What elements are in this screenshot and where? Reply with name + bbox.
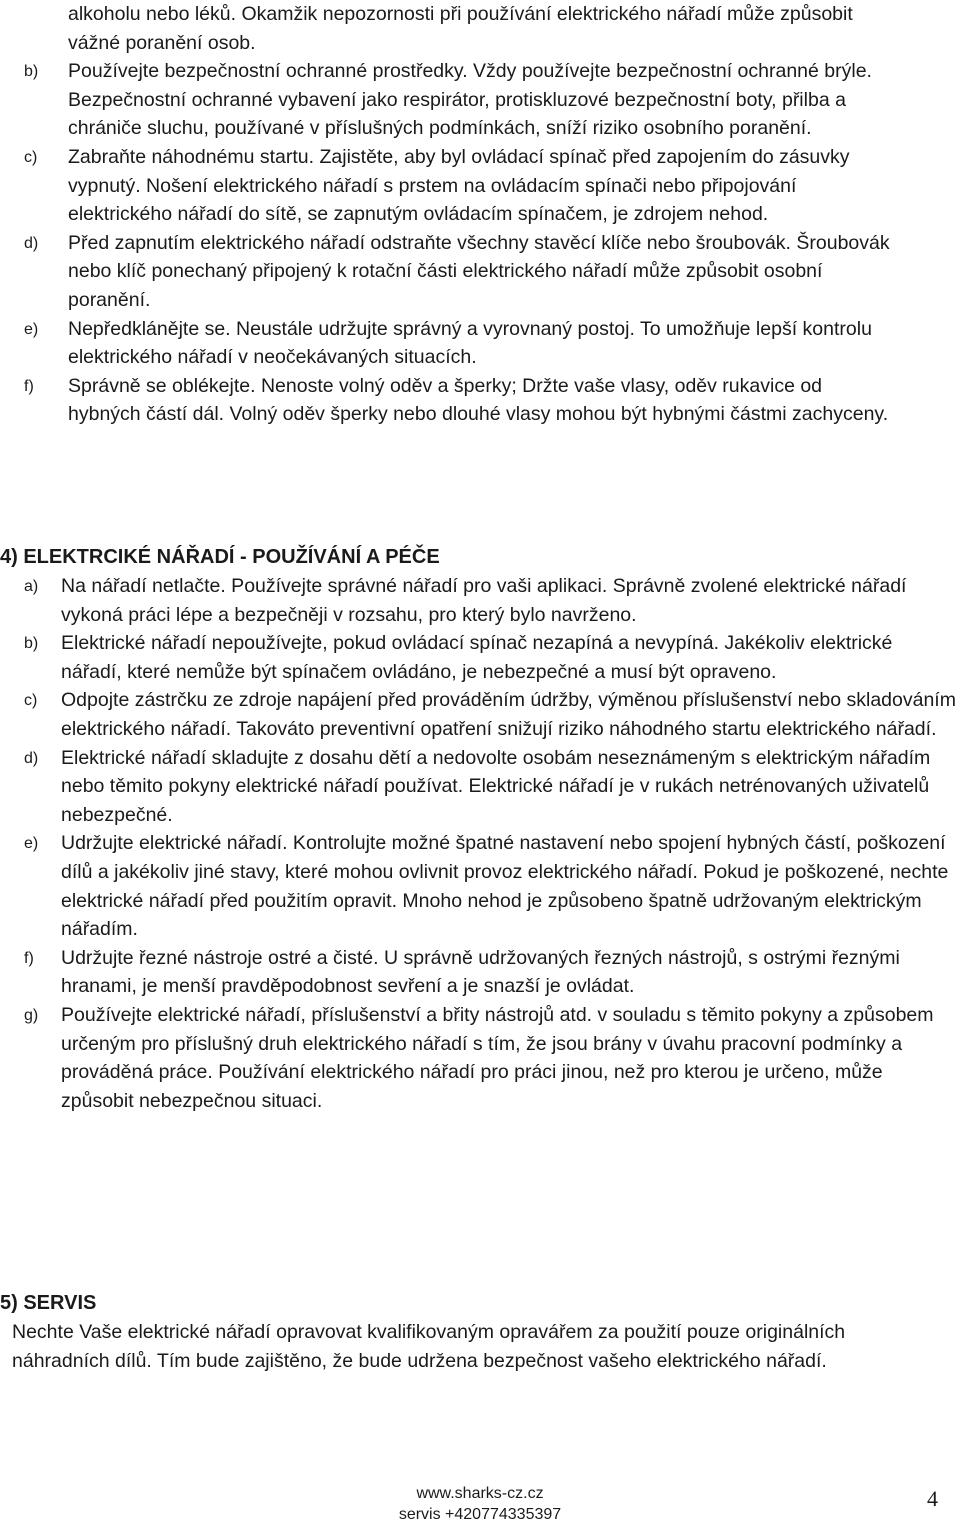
section-heading: 4) ELEKTRCIKÉ NÁŘADÍ - POUŽÍVÁNÍ A PÉČE [0, 546, 440, 568]
item-marker: d) [24, 749, 39, 767]
item-marker: e) [24, 835, 39, 853]
item-text: Používejte bezpečnostní ochranné prostředky. Vždy používejte bezpečnostní ochranné brýle. Bezpečnostní ochranné vybavení jako respirátor, protiskluzové bezpečnostní boty, přilba a chrániče sluchu, používané v příslušných podmínkách, sníží riziko osobního poranění. [68, 60, 872, 140]
item-text: Udržujte elektrické nářadí. Kontrolujte možné špatné nastavení nebo spojení hybných částí, poškození dílů a jakékoliv jiné stavy, které mohou ovlivnit provoz elektrického nářadí. Pokud je poškozené, nechte elektrické nářadí před použitím opravit. Mnoho nehod je způsobeno špatně udržovaným elektrickým nářadím. [61, 832, 949, 941]
service-paragraph: Nechte Vaše elektrické nářadí opravovat kvalifikovaným opravářem za použití pouze originálních náhradních dílů. Tím bude zajištěno, že bude udržena bezpečnost vašeho elektrického nářadí. [12, 1321, 846, 1372]
section-heading: 5) SERVIS [0, 1292, 97, 1314]
item-text: Nepředklánějte se. Neustále udržujte správný a vyrovnaný postoj. To umožňuje lepší kontrolu elektrického nářadí v neočekávaných situacích. [68, 317, 872, 369]
item-marker: e) [24, 320, 39, 338]
list-item [0, 686, 956, 743]
list-item [0, 629, 956, 686]
item-marker: g) [24, 1006, 39, 1024]
list-item [0, 143, 900, 229]
page-number: 4 [927, 1486, 938, 1511]
item-text: Na nářadí netlačte. Používejte správné nářadí pro vaši aplikaci. Správně zvolené elektrické nářadí vykoná práci lépe a bezpečněji v rozsahu, pro který bylo navrženo. [61, 575, 907, 626]
item-marker: a) [24, 578, 39, 595]
item-text: Zabraňte náhodnému startu. Zajistěte, aby byl ovládací spínač před zapojením do zásuvky vypnutý. Nošení elektrického nářadí s prstem na ovládacím spínači nebo připojování elektrického nářadí do sítě, se zapnutým ovládacím spínačem, je zdrojem nehod. [68, 145, 850, 226]
item-text: Používejte elektrické nářadí, příslušenství a břity nástrojů atd. v souladu s těmito pokyny a způsobem určeným pro příslušný druh elektrického nářadí s tím, že jsou brány v úvahu pracovní podmínky a prováděná práce. Používání elektrického nářadí pro práci jinou, než pro kterou je určeno, může způsobit nebezpečnou situaci. [61, 1003, 934, 1112]
list-item [0, 229, 900, 315]
item-marker: c) [24, 692, 38, 710]
item-marker: f) [24, 377, 34, 395]
list-item [0, 1001, 956, 1115]
item-text: Odpojte zástrčku ze zdroje napájení před prováděním údržby, výměnou příslušenství nebo skladováním elektrického nářadí. Takováto preventivní opatření snižují riziko náhodného startu elektrického nářadí. [61, 689, 956, 740]
list-item [0, 744, 956, 830]
list-item [0, 829, 956, 943]
item-text: Elektrické nářadí nepoužívejte, pokud ovládací spínač nezapíná a nevypíná. Jakékoliv elektrické nářadí, které nemůže být spínačem ovládáno, je nebezpečné a musí být opraveno. [61, 632, 893, 683]
item-text: Správně se oblékejte. Nenoste volný oděv a šperky; Držte vaše vlasy, oděv rukavice od hybných částí dál. Volný oděv šperky nebo dlouhé vlasy mohou být hybnými částmi zachyceny. [68, 374, 889, 426]
section3-list [0, 0, 900, 429]
footer-website: www.sharks-cz.cz [416, 1485, 544, 1502]
list-item [0, 0, 900, 57]
item-marker: d) [24, 234, 39, 252]
item-marker: b) [24, 63, 39, 81]
list-item [0, 315, 900, 372]
list-item [0, 372, 900, 429]
footer-phone: servis +420774335397 [398, 1506, 562, 1523]
item-text: Před zapnutím elektrického nářadí odstraňte všechny stavěcí klíče nebo šroubovák. Šroubovák nebo klíč ponechaný připojený k rotační části elektrického nářadí může způsobit osobní poranění. [68, 231, 890, 311]
item-text: alkoholu nebo léků. Okamžik nepozornosti při používání elektrického nářadí může způsobit vážné poranění osob. [68, 3, 853, 54]
list-item [0, 572, 956, 629]
section4-list [0, 572, 956, 1115]
list-item [0, 57, 900, 143]
item-marker: f) [24, 949, 34, 967]
item-marker: c) [24, 148, 38, 166]
item-text: Udržujte řezné nástroje ostré a čisté. U správně udržovaných řezných nástrojů, s ostrými řeznými hranami, je menší pravděpodobnost sevření a je snazší je ovládat. [61, 946, 900, 998]
item-text: Elektrické nářadí skladujte z dosahu dětí a nedovolte osobám neseznámeným s elektrickým nářadím nebo těmito pokyny elektrické nářadí používat. Elektrické nářadí je v rukách netrénovaných uživatelů nebezpečné. [61, 746, 931, 826]
list-item [0, 944, 956, 1001]
item-marker: b) [24, 635, 39, 653]
